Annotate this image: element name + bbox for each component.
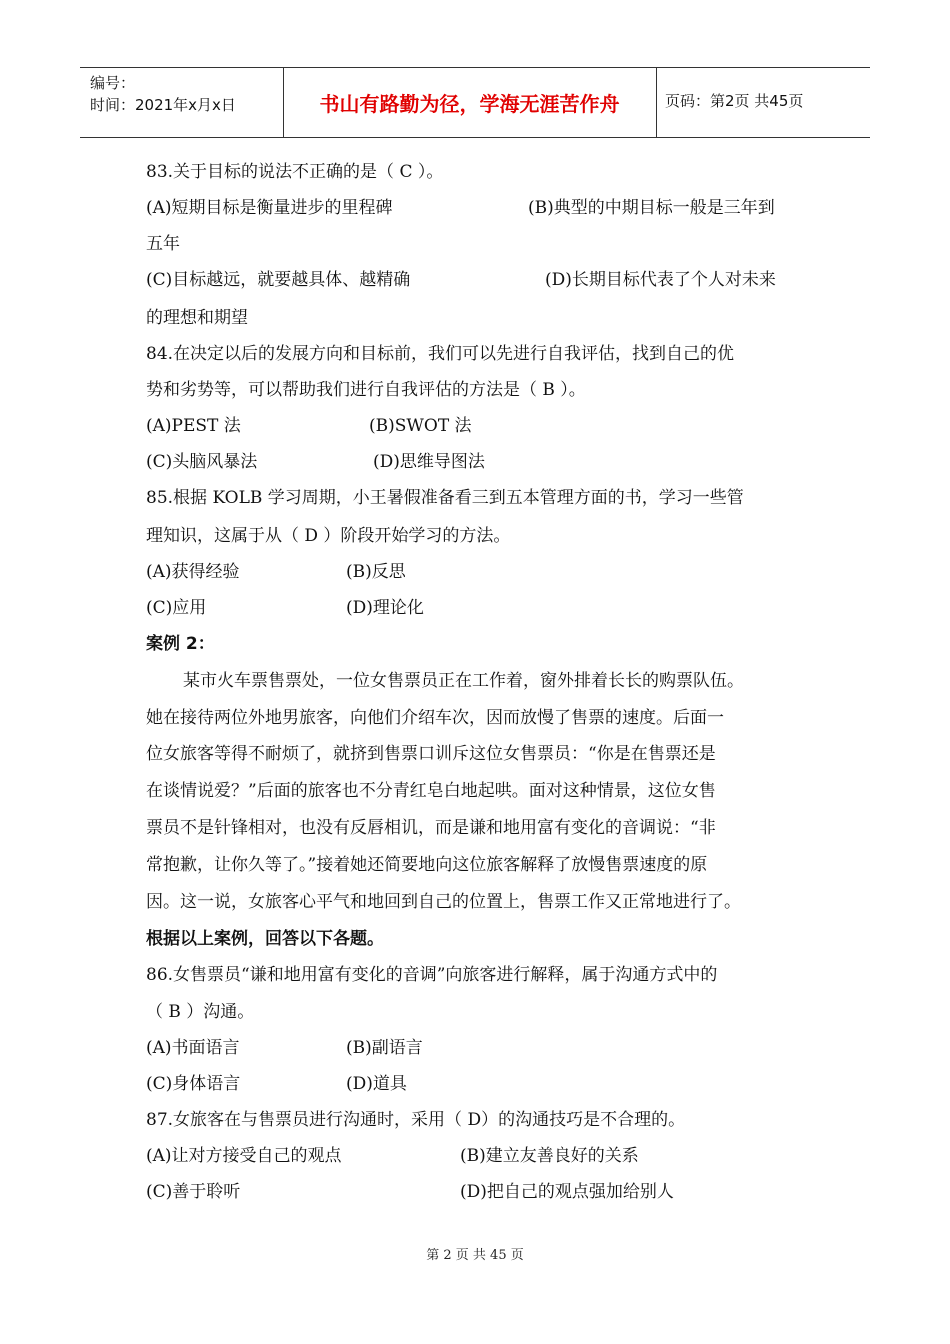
q86-stem-line1: 86.女售票员“谦和地用富有变化的音调”向旅客进行解释，属于沟通方式中的 — [146, 965, 718, 985]
q83-option-b: (B)典型的中期目标一般是三年到 — [528, 198, 775, 218]
case-paragraph-line: 票员不是针锋相对，也没有反唇相讥，而是谦和地用富有变化的音调说：“非 — [146, 818, 716, 838]
q83-option-d: (D)长期目标代表了个人对未来 — [545, 270, 776, 290]
header-divider — [656, 68, 657, 137]
q86-stem-line2: （ B ）沟通。 — [146, 1002, 255, 1022]
q84-option-b: (B)SWOT 法 — [369, 416, 472, 436]
q83-option-a: (A)短期目标是衡量进步的里程碑 — [146, 198, 393, 218]
case-instruction: 根据以上案例，回答以下各题。 — [146, 929, 384, 949]
case-paragraph-line: 因。这一说，女旅客心平气和地回到自己的位置上，售票工作又正常地进行了。 — [146, 892, 741, 912]
q86-option-c: (C)身体语言 — [146, 1074, 241, 1094]
q85-stem-line2: 理知识，这属于从（ D ）阶段开始学习的方法。 — [146, 526, 511, 546]
page-footer: 第 2 页 共 45 页 — [426, 1248, 524, 1263]
q87-stem: 87.女旅客在与售票员进行沟通时，采用（ D）的沟通技巧是不合理的。 — [146, 1110, 686, 1130]
case-paragraph-line: 在谈情说爱？”后面的旅客也不分青红皂白地起哄。面对这种情景，这位女售 — [146, 781, 716, 801]
q87-option-b: (B)建立友善良好的关系 — [460, 1146, 639, 1166]
q85-option-d: (D)理论化 — [346, 598, 424, 618]
q85-option-b: (B)反思 — [346, 562, 406, 582]
case-paragraph-line: 位女旅客等得不耐烦了，就挤到售票口训斥这位女售票员：“你是在售票还是 — [146, 744, 716, 764]
q83-stem: 83.关于目标的说法不正确的是（ C ）。 — [146, 162, 444, 182]
q87-option-a: (A)让对方接受自己的观点 — [146, 1146, 342, 1166]
q84-option-d: (D)思维导图法 — [373, 452, 485, 472]
q84-option-a: (A)PEST 法 — [146, 416, 241, 436]
case-paragraph-line: 常抱歉，让你久等了。”接着她还简要地向这位旅客解释了放慢售票速度的原 — [146, 855, 708, 875]
header-motto: 书山有路勤为径，学海无涯苦作舟 — [319, 92, 620, 116]
case-paragraph-line: 她在接待两位外地男旅客，向他们介绍车次，因而放慢了售票的速度。后面一 — [146, 708, 724, 728]
q84-stem-line2: 势和劣势等，可以帮助我们进行自我评估的方法是（ B ）。 — [146, 380, 586, 400]
q85-option-a: (A)获得经验 — [146, 562, 240, 582]
q84-option-c: (C)头脑风暴法 — [146, 452, 258, 472]
number-label: 编号： — [90, 74, 136, 92]
q87-option-c: (C)善于聆听 — [146, 1182, 241, 1202]
page-header — [80, 67, 870, 138]
time-label: 时间：2021年x月x日 — [90, 96, 236, 114]
header-page-info: 页码：第2页 共45页 — [665, 92, 804, 110]
q86-option-d: (D)道具 — [346, 1074, 407, 1094]
q83-option-c: (C)目标越远，就要越具体、越精确 — [146, 270, 411, 290]
q84-stem-line1: 84.在决定以后的发展方向和目标前，我们可以先进行自我评估，找到自己的优 — [146, 344, 735, 364]
q87-option-d: (D)把自己的观点强加给别人 — [460, 1182, 674, 1202]
q86-option-b: (B)副语言 — [346, 1038, 423, 1058]
q85-stem-line1: 85.根据 KOLB 学习周期，小王暑假准备看三到五本管理方面的书，学习一些管 — [146, 488, 744, 508]
case-title: 案例 2： — [146, 634, 215, 654]
q86-option-a: (A)书面语言 — [146, 1038, 240, 1058]
q83-option-b-cont: 五年 — [146, 234, 180, 254]
q85-option-c: (C)应用 — [146, 598, 207, 618]
q83-option-d-cont: 的理想和期望 — [146, 308, 248, 328]
header-meta — [90, 72, 236, 116]
case-paragraph-line: 某市火车票售票处，一位女售票员正在工作着，窗外排着长长的购票队伍。 — [183, 671, 744, 691]
